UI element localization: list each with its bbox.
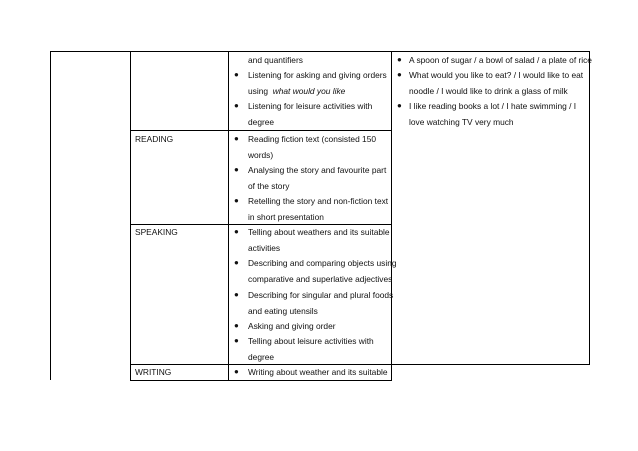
writing-b0-line0: Writing about weather and its suitable — [248, 367, 388, 377]
speaking-b1-line0: Describing and comparing objects using — [248, 258, 397, 268]
bullet-icon: ● — [234, 258, 239, 267]
bullet-icon: ● — [234, 70, 239, 79]
bullet-icon: ● — [397, 70, 402, 79]
bullet-icon: ● — [234, 134, 239, 143]
table-right-border — [589, 51, 590, 365]
top-col3-b1-line0: Listening for leisure activities with — [248, 101, 373, 111]
reading-b2-line1: in short presentation — [248, 212, 324, 222]
speaking-b4-line1: degree — [248, 352, 275, 362]
column-divider-2 — [228, 51, 229, 381]
bullet-icon: ● — [234, 165, 239, 174]
writing-label: WRITING — [135, 367, 172, 377]
row-divider-writing — [130, 364, 589, 365]
row-divider-reading — [130, 130, 391, 131]
bullet-icon: ● — [397, 101, 402, 110]
bullet-icon: ● — [234, 367, 239, 376]
bullet-icon: ● — [397, 55, 402, 64]
speaking-b3-line0: Asking and giving order — [248, 321, 336, 331]
top-continuation-text: and quantifiers — [248, 55, 303, 65]
top-col4-b2-line0: I like reading books a lot / I hate swimming / I — [409, 101, 577, 111]
speaking-b2-line0: Describing for singular and plural foods — [248, 290, 394, 300]
reading-b2-line0: Retelling the story and non-fiction text — [248, 196, 389, 206]
top-col4-b1-line1: noodle / I would like to drink a glass of milk — [409, 86, 568, 96]
speaking-b2-line1: and eating utensils — [248, 306, 318, 316]
bullet-icon: ● — [234, 101, 239, 110]
top-col3-b0-line0: Listening for asking and giving orders — [248, 70, 387, 80]
column-divider-1 — [130, 51, 131, 381]
bullet-icon: ● — [234, 196, 239, 205]
speaking-b1-line1: comparative and superlative adjectives — [248, 274, 393, 284]
reading-b0-line0: Reading fiction text (consisted 150 — [248, 134, 377, 144]
top-col4-b0-line0: A spoon of sugar / a bowl of salad / a plate of rice — [409, 55, 592, 65]
top-col4-b1-line0: What would you like to eat? / I would like to eat — [409, 70, 584, 80]
column-divider-3 — [391, 51, 392, 381]
top-col4-b2-line1: love watching TV very much — [409, 117, 514, 127]
speaking-b4-line0: Telling about leisure activities with — [248, 336, 374, 346]
bullet-icon: ● — [234, 336, 239, 345]
speaking-label: SPEAKING — [135, 227, 178, 237]
speaking-b0-line0: Telling about weathers and its suitable — [248, 227, 390, 237]
top-col3-b0-line1: using what would you like — [248, 86, 346, 96]
bullet-icon: ● — [234, 290, 239, 299]
speaking-b0-line1: activities — [248, 243, 281, 253]
row-divider-speaking — [130, 224, 391, 225]
reading-b1-line1: of the story — [248, 181, 290, 191]
table-left-border — [50, 51, 51, 380]
table-bottom-border — [130, 380, 391, 381]
reading-b1-line0: Analysing the story and favourite part — [248, 165, 387, 175]
bullet-icon: ● — [234, 227, 239, 236]
bullet-icon: ● — [234, 321, 239, 330]
italic-phrase: what would you like — [272, 86, 346, 96]
top-col3-b1-line1: degree — [248, 117, 275, 127]
reading-b0-line1: words) — [248, 150, 274, 160]
reading-label: READING — [135, 134, 174, 144]
